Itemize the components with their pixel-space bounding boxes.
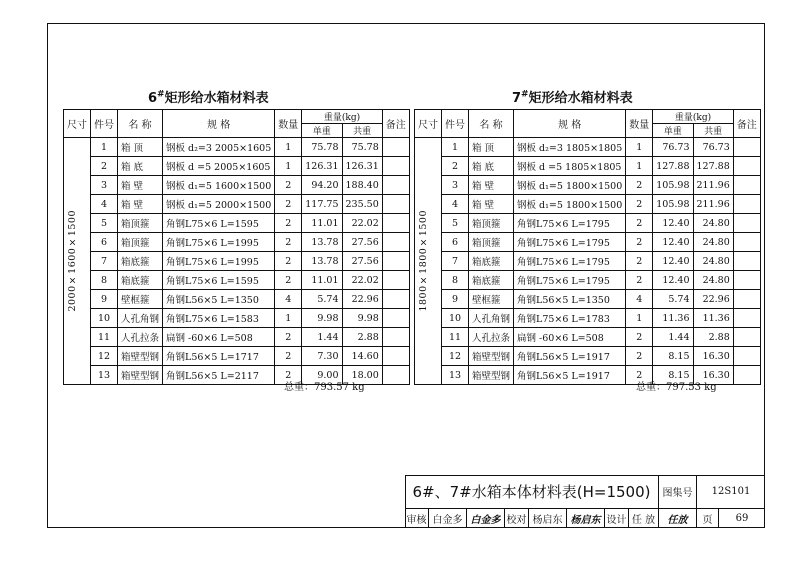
part-no: 9 <box>91 290 118 309</box>
part-name: 壁框箍 <box>469 290 514 309</box>
unit-weight: 76.73 <box>653 138 693 157</box>
part-qty: 2 <box>275 271 302 290</box>
part-qty: 2 <box>626 252 653 271</box>
unit-weight: 126.31 <box>302 157 342 176</box>
part-name: 箱壁型钢 <box>118 347 163 366</box>
table-row <box>415 328 761 347</box>
total-weight: 24.80 <box>693 252 733 271</box>
header-name: 名 称 <box>469 110 514 138</box>
part-name: 箱底箍 <box>118 252 163 271</box>
part-no: 1 <box>442 138 469 157</box>
part-qty: 4 <box>626 290 653 309</box>
header-remark: 备注 <box>382 110 409 138</box>
part-no: 3 <box>442 176 469 195</box>
unit-weight: 8.15 <box>653 347 693 366</box>
part-spec: 角钢L75×6 L=1595 <box>163 214 275 233</box>
unit-weight: 5.74 <box>653 290 693 309</box>
remark <box>733 290 760 309</box>
part-qty: 2 <box>626 233 653 252</box>
dimension-label: 2000×1600×1500 <box>67 210 78 312</box>
part-no: 1 <box>91 138 118 157</box>
total-weight: 22.02 <box>342 214 382 233</box>
part-qty: 2 <box>275 252 302 271</box>
part-spec: 钢板 d₁=5 1800×1500 <box>514 176 626 195</box>
part-no: 10 <box>442 309 469 328</box>
part-spec: 角钢L56×5 L=1717 <box>163 347 275 366</box>
header-size: 尺寸 <box>415 110 442 138</box>
unit-weight: 11.01 <box>302 214 342 233</box>
remark <box>382 138 409 157</box>
part-qty: 1 <box>275 309 302 328</box>
part-qty: 2 <box>626 347 653 366</box>
remark <box>733 328 760 347</box>
unit-weight: 1.44 <box>653 328 693 347</box>
part-spec: 钢板 d₁=5 2000×1500 <box>163 195 275 214</box>
right-material-table <box>414 109 761 385</box>
unit-weight: 94.20 <box>302 176 342 195</box>
design-label: 设计 <box>605 509 629 528</box>
remark <box>733 176 760 195</box>
table-row <box>415 233 761 252</box>
remark <box>382 195 409 214</box>
header-remark: 备注 <box>733 110 760 138</box>
remark <box>382 328 409 347</box>
part-qty: 2 <box>275 176 302 195</box>
remark <box>382 366 409 385</box>
part-qty: 2 <box>626 176 653 195</box>
part-qty: 1 <box>275 157 302 176</box>
part-name: 人孔角钢 <box>118 309 163 328</box>
total-weight: 2.88 <box>693 328 733 347</box>
part-qty: 2 <box>626 328 653 347</box>
part-qty: 2 <box>275 328 302 347</box>
table-row <box>415 176 761 195</box>
right-table-title: 7#矩形给水箱材料表 <box>512 89 633 106</box>
checker-signature: 杨启东 <box>567 509 605 528</box>
part-no: 12 <box>91 347 118 366</box>
left-table-title: 6#矩形给水箱材料表 <box>148 89 269 106</box>
part-spec: 角钢L56×5 L=1917 <box>514 366 626 385</box>
dimension-cell <box>415 138 442 385</box>
table-row <box>64 195 410 214</box>
atlas-label: 图集号 <box>659 475 697 509</box>
remark <box>382 176 409 195</box>
table-row <box>415 214 761 233</box>
check-label: 校对 <box>505 509 529 528</box>
part-name: 箱 壁 <box>469 195 514 214</box>
designer-name: 任 放 <box>629 509 659 528</box>
unit-weight: 12.40 <box>653 214 693 233</box>
part-spec: 角钢L75×6 L=1795 <box>514 271 626 290</box>
part-no: 8 <box>442 271 469 290</box>
total-weight: 14.60 <box>342 347 382 366</box>
header-total-weight: 共重 <box>693 124 733 138</box>
unit-weight: 12.40 <box>653 271 693 290</box>
remark <box>382 290 409 309</box>
part-name: 箱 壁 <box>118 176 163 195</box>
remark <box>733 366 760 385</box>
total-weight: 2.88 <box>342 328 382 347</box>
header-spec: 规 格 <box>514 110 626 138</box>
remark <box>382 252 409 271</box>
total-weight: 188.40 <box>342 176 382 195</box>
part-qty: 2 <box>626 366 653 385</box>
unit-weight: 127.88 <box>653 157 693 176</box>
header-no: 件号 <box>91 110 118 138</box>
unit-weight: 12.40 <box>653 252 693 271</box>
table-row <box>415 309 761 328</box>
remark <box>733 347 760 366</box>
remark <box>733 214 760 233</box>
remark <box>733 271 760 290</box>
part-name: 箱 顶 <box>469 138 514 157</box>
unit-weight: 75.78 <box>302 138 342 157</box>
total-weight: 27.56 <box>342 233 382 252</box>
table-row <box>415 347 761 366</box>
total-weight: 22.96 <box>342 290 382 309</box>
part-spec: 钢板 d₁=5 1800×1500 <box>514 195 626 214</box>
remark <box>733 157 760 176</box>
table-row <box>64 157 410 176</box>
table-row <box>64 290 410 309</box>
part-name: 箱 底 <box>118 157 163 176</box>
remark <box>382 271 409 290</box>
unit-weight: 7.30 <box>302 347 342 366</box>
header-size: 尺寸 <box>64 110 91 138</box>
unit-weight: 13.78 <box>302 233 342 252</box>
reviewer-signature: 白金多 <box>467 509 505 528</box>
part-spec: 钢板 d =5 2005×1605 <box>163 157 275 176</box>
remark <box>733 138 760 157</box>
unit-weight: 1.44 <box>302 328 342 347</box>
table-row <box>415 252 761 271</box>
total-weight: 16.30 <box>693 347 733 366</box>
part-spec: 钢板 d =5 1805×1805 <box>514 157 626 176</box>
left-material-table <box>63 109 410 385</box>
table-row <box>64 176 410 195</box>
part-qty: 2 <box>275 347 302 366</box>
part-spec: 扁钢 -60×6 L=508 <box>514 328 626 347</box>
review-label: 审核 <box>405 509 429 528</box>
header-weight: 重量(kg) <box>302 110 383 124</box>
part-name: 人孔角钢 <box>469 309 514 328</box>
table-row <box>64 271 410 290</box>
part-name: 箱顶箍 <box>469 214 514 233</box>
part-qty: 2 <box>626 271 653 290</box>
part-spec: 钢板 d₂=3 2005×1605 <box>163 138 275 157</box>
part-name: 箱 顶 <box>118 138 163 157</box>
table-row <box>415 138 761 157</box>
part-name: 箱壁型钢 <box>469 366 514 385</box>
part-no: 11 <box>442 328 469 347</box>
part-qty: 2 <box>626 195 653 214</box>
part-name: 箱壁型钢 <box>118 366 163 385</box>
part-qty: 2 <box>275 195 302 214</box>
checker-name: 杨启东 <box>529 509 567 528</box>
part-no: 11 <box>91 328 118 347</box>
total-weight: 18.00 <box>342 366 382 385</box>
total-weight: 75.78 <box>342 138 382 157</box>
part-name: 人孔拉条 <box>469 328 514 347</box>
part-qty: 1 <box>626 138 653 157</box>
table-row <box>64 214 410 233</box>
unit-weight: 13.78 <box>302 252 342 271</box>
part-name: 箱底箍 <box>118 271 163 290</box>
part-no: 5 <box>442 214 469 233</box>
table-row <box>415 195 761 214</box>
remark <box>733 233 760 252</box>
part-no: 2 <box>91 157 118 176</box>
part-qty: 4 <box>275 290 302 309</box>
part-no: 4 <box>442 195 469 214</box>
table-row <box>64 252 410 271</box>
table-row <box>64 138 410 157</box>
part-name: 箱底箍 <box>469 252 514 271</box>
part-name: 箱顶箍 <box>118 214 163 233</box>
unit-weight: 11.36 <box>653 309 693 328</box>
part-spec: 角钢L56×5 L=1917 <box>514 347 626 366</box>
total-weight: 24.80 <box>693 233 733 252</box>
part-no: 5 <box>91 214 118 233</box>
part-spec: 角钢L56×5 L=2117 <box>163 366 275 385</box>
total-weight: 235.50 <box>342 195 382 214</box>
header-qty: 数量 <box>275 110 302 138</box>
part-spec: 钢板 d₁=5 1600×1500 <box>163 176 275 195</box>
part-spec: 角钢L56×5 L=1350 <box>163 290 275 309</box>
part-qty: 2 <box>275 214 302 233</box>
part-name: 箱壁型钢 <box>469 347 514 366</box>
unit-weight: 12.40 <box>653 233 693 252</box>
header-weight: 重量(kg) <box>653 110 734 124</box>
part-spec: 角钢L75×6 L=1583 <box>163 309 275 328</box>
part-name: 箱 壁 <box>118 195 163 214</box>
total-weight: 11.36 <box>693 309 733 328</box>
unit-weight: 11.01 <box>302 271 342 290</box>
drawing-title: 6#、7#水箱本体材料表(H=1500) <box>405 475 659 509</box>
table-row <box>64 328 410 347</box>
header-unit-weight: 单重 <box>653 124 693 138</box>
part-spec: 角钢L75×6 L=1995 <box>163 252 275 271</box>
part-name: 箱顶箍 <box>118 233 163 252</box>
part-no: 7 <box>442 252 469 271</box>
header-name: 名 称 <box>118 110 163 138</box>
part-qty: 1 <box>275 138 302 157</box>
total-weight: 24.80 <box>693 271 733 290</box>
part-no: 4 <box>91 195 118 214</box>
right-grand-total: 总重：797.53 kg <box>636 382 717 393</box>
remark <box>733 195 760 214</box>
part-no: 3 <box>91 176 118 195</box>
remark <box>382 347 409 366</box>
total-weight: 24.80 <box>693 214 733 233</box>
part-no: 13 <box>442 366 469 385</box>
remark <box>733 309 760 328</box>
total-weight: 211.96 <box>693 176 733 195</box>
remark <box>733 252 760 271</box>
header-no: 件号 <box>442 110 469 138</box>
part-spec: 钢板 d₂=3 1805×1805 <box>514 138 626 157</box>
total-weight: 127.88 <box>693 157 733 176</box>
header-spec: 规 格 <box>163 110 275 138</box>
dimension-cell <box>64 138 91 385</box>
total-weight: 9.98 <box>342 309 382 328</box>
total-weight: 22.96 <box>693 290 733 309</box>
part-name: 箱顶箍 <box>469 233 514 252</box>
table-row <box>415 290 761 309</box>
designer-signature: 任放 <box>659 509 697 528</box>
part-spec: 角钢L75×6 L=1595 <box>163 271 275 290</box>
table-row <box>415 271 761 290</box>
unit-weight: 8.15 <box>653 366 693 385</box>
table-row <box>415 157 761 176</box>
remark <box>382 214 409 233</box>
part-qty: 1 <box>626 309 653 328</box>
part-qty: 2 <box>275 233 302 252</box>
unit-weight: 9.00 <box>302 366 342 385</box>
part-no: 6 <box>91 233 118 252</box>
part-qty: 2 <box>626 214 653 233</box>
part-no: 13 <box>91 366 118 385</box>
total-weight: 211.96 <box>693 195 733 214</box>
part-name: 人孔拉条 <box>118 328 163 347</box>
part-no: 2 <box>442 157 469 176</box>
part-no: 10 <box>91 309 118 328</box>
part-spec: 角钢L75×6 L=1795 <box>514 214 626 233</box>
remark <box>382 309 409 328</box>
header-total-weight: 共重 <box>342 124 382 138</box>
part-spec: 角钢L56×5 L=1350 <box>514 290 626 309</box>
part-spec: 角钢L75×6 L=1795 <box>514 252 626 271</box>
atlas-number: 12S101 <box>697 475 765 509</box>
part-no: 9 <box>442 290 469 309</box>
left-grand-total: 总重：793.57 kg <box>284 382 365 393</box>
total-weight: 16.30 <box>693 366 733 385</box>
table-row <box>64 309 410 328</box>
total-weight: 22.02 <box>342 271 382 290</box>
header-unit-weight: 单重 <box>302 124 342 138</box>
unit-weight: 9.98 <box>302 309 342 328</box>
total-weight: 126.31 <box>342 157 382 176</box>
table-row <box>64 233 410 252</box>
part-qty: 1 <box>626 157 653 176</box>
part-no: 6 <box>442 233 469 252</box>
page-number: 69 <box>719 509 765 528</box>
unit-weight: 5.74 <box>302 290 342 309</box>
total-weight: 27.56 <box>342 252 382 271</box>
part-name: 箱底箍 <box>469 271 514 290</box>
unit-weight: 117.75 <box>302 195 342 214</box>
part-no: 7 <box>91 252 118 271</box>
part-no: 12 <box>442 347 469 366</box>
part-spec: 角钢L75×6 L=1995 <box>163 233 275 252</box>
part-spec: 角钢L75×6 L=1783 <box>514 309 626 328</box>
part-spec: 角钢L75×6 L=1795 <box>514 233 626 252</box>
part-spec: 扁钢 -60×6 L=508 <box>163 328 275 347</box>
unit-weight: 105.98 <box>653 176 693 195</box>
header-qty: 数量 <box>626 110 653 138</box>
part-name: 壁框箍 <box>118 290 163 309</box>
remark <box>382 233 409 252</box>
part-no: 8 <box>91 271 118 290</box>
dimension-label: 1800×1800×1500 <box>418 210 429 312</box>
part-name: 箱 壁 <box>469 176 514 195</box>
table-row <box>64 347 410 366</box>
page-label: 页 <box>697 509 719 528</box>
part-qty: 2 <box>275 366 302 385</box>
total-weight: 76.73 <box>693 138 733 157</box>
remark <box>382 157 409 176</box>
reviewer-name: 白金多 <box>429 509 467 528</box>
unit-weight: 105.98 <box>653 195 693 214</box>
part-name: 箱 底 <box>469 157 514 176</box>
